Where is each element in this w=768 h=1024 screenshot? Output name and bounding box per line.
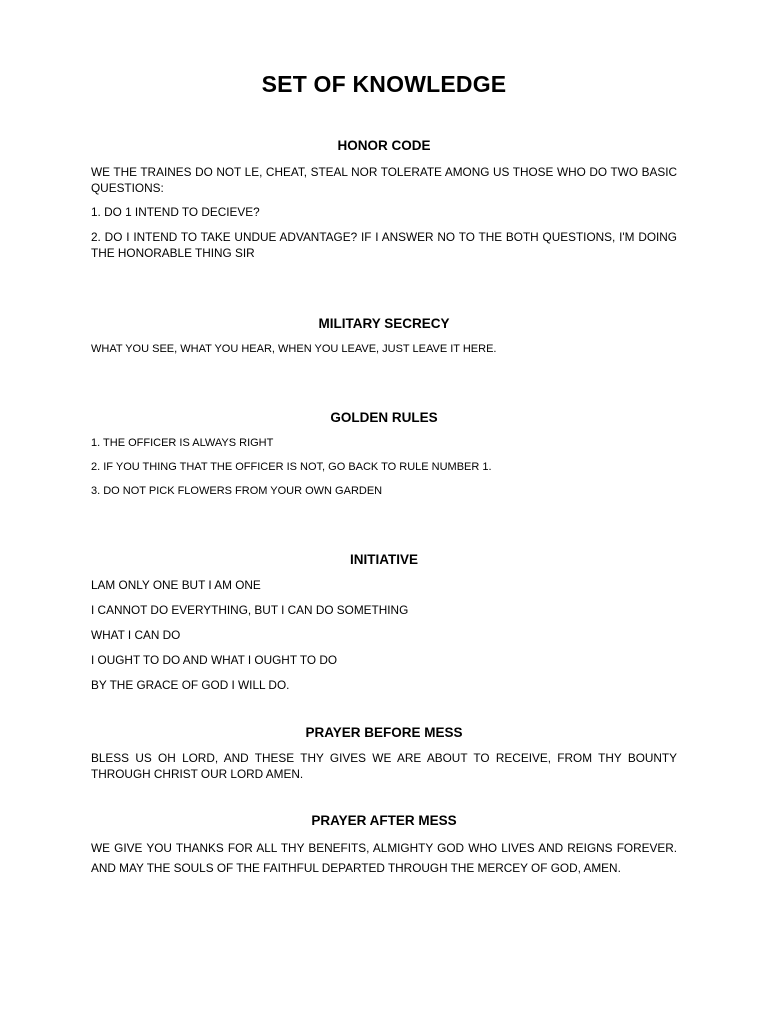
golden-rule-1: 1. THE OFFICER IS ALWAYS RIGHT <box>91 437 274 449</box>
initiative-line-1: LAM ONLY ONE BUT I AM ONE <box>91 578 261 592</box>
honor-code-heading: HONOR CODE <box>337 138 431 153</box>
honor-code-paragraph-2: 1. DO 1 INTEND TO DECIEVE? <box>91 205 260 219</box>
initiative-line-3: WHAT I CAN DO <box>91 628 181 642</box>
golden-rule-2: 2. IF YOU THING THAT THE OFFICER IS NOT, GO BACK TO RULE NUMBER 1. <box>91 461 492 473</box>
prayer-before-mess-heading: PRAYER BEFORE MESS <box>305 725 463 740</box>
document-title: SET OF KNOWLEDGE <box>261 71 507 97</box>
military-secrecy-heading: MILITARY SECRECY <box>318 316 450 331</box>
prayer-before-mess-paragraph: BLESS US OH LORD, AND THESE THY GIVES WE ARE ABOUT TO RECEIVE, FROM THY BOUNTY THROUGH CHRIST OUR LORD AMEN. <box>91 751 677 781</box>
prayer-after-mess-heading: PRAYER AFTER MESS <box>311 813 457 828</box>
honor-code-paragraph-1: WE THE TRAINES DO NOT LE, CHEAT, STEAL NOR TOLERATE AMONG US THOSE WHO DO TWO BASIC QUESTIONS: <box>91 165 677 195</box>
golden-rule-3: 3. DO NOT PICK FLOWERS FROM YOUR OWN GARDEN <box>91 485 383 497</box>
golden-rules-heading: GOLDEN RULES <box>330 410 438 425</box>
initiative-line-4: I OUGHT TO DO AND WHAT I OUGHT TO DO <box>91 653 338 667</box>
initiative-heading: INITIATIVE <box>349 552 418 567</box>
honor-code-paragraph-3: 2. DO I INTEND TO TAKE UNDUE ADVANTAGE? IF I ANSWER NO TO THE BOTH QUESTIONS, I'M DOING THE HONORABLE THING SIR <box>91 230 677 260</box>
initiative-line-2: I CANNOT DO EVERYTHING, BUT I CAN DO SOMETHING <box>91 603 409 617</box>
prayer-after-mess-paragraph: WE GIVE YOU THANKS FOR ALL THY BENEFITS, ALMIGHTY GOD WHO LIVES AND REIGNS FOREVER. AND MAY THE SOULS OF THE FAITHFUL DEPARTED THROUGH THE MERCEY OF GOD, AMEN. <box>91 841 677 875</box>
initiative-line-5: BY THE GRACE OF GOD I WILL DO. <box>91 678 290 692</box>
military-secrecy-paragraph: WHAT YOU SEE, WHAT YOU HEAR, WHEN YOU LEAVE, JUST LEAVE IT HERE. <box>91 343 497 355</box>
